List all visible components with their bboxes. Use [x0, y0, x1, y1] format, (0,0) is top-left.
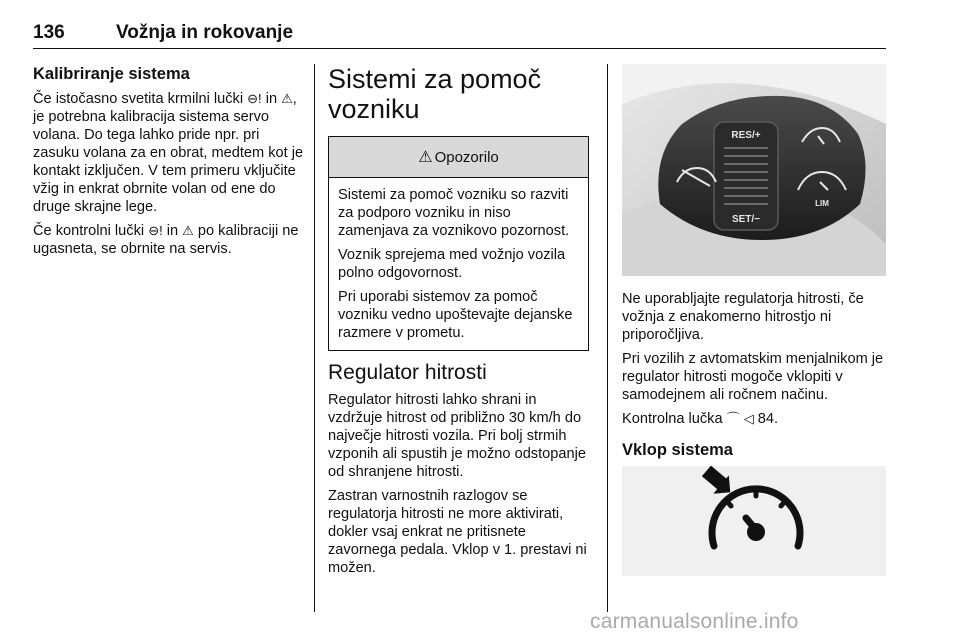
warning-paragraph: Voznik sprejema med vožnjo vozila polno odgovornost. — [338, 247, 566, 281]
steering-warning-icon: ⊖! — [148, 223, 163, 238]
cruise-control-steering-wheel-image — [622, 64, 886, 276]
set-label: SET/− — [731, 214, 761, 225]
column-divider — [607, 64, 608, 612]
page-header — [33, 22, 886, 49]
cruise-control-button-image — [622, 466, 886, 576]
paragraph: Ne uporabljajte regulatorja hitrosti, če vožnja z enakomerno hitrostjo ni priporočljiva. — [622, 291, 864, 343]
section-title: Sistemi za pomoč vozniku — [328, 64, 542, 124]
paragraph: Če kontrolni lučki ⊖! in ⚠ po kalibraciji ne ugasneta, se obrnite na servis. — [33, 223, 299, 257]
warning-triangle-icon: ⚠ — [418, 149, 433, 166]
steering-warning-icon: ⊖! — [247, 91, 262, 106]
cruise-control-lamp-icon: ⌒ — [726, 411, 740, 426]
warning-paragraph: Pri uporabi sistemov za pomoč vozniku vedno upoštevajte dejanske razmere v prometu. — [338, 289, 573, 341]
column-3 — [622, 64, 886, 576]
column-2 — [328, 64, 591, 583]
paragraph: Zastran varnostnih razlogov se regulatorja hitrosti ne more aktivirati, dokler vsaj enkrat ne pritisnete zavornega pedala. Vklop v 1. prestavi ni možen. — [328, 488, 587, 576]
res-label: RES/+ — [731, 130, 761, 141]
warning-paragraph: Sistemi za pomoč vozniku so razviti za podporo vozniku in niso zamenjava za voznikovo pozornost. — [338, 187, 570, 239]
cross-reference: Kontrolna lučka ⌒ ◁ 84. — [622, 411, 779, 427]
warning-title: Opozorilo — [434, 148, 499, 166]
warning-header — [329, 137, 588, 178]
warning-body — [329, 178, 588, 350]
subsection-heading: Vklop sistema — [622, 441, 733, 459]
warning-box — [328, 136, 589, 351]
chapter-title: Vožnja in rokovanje — [116, 22, 294, 43]
page-reference-icon: ◁ — [743, 411, 754, 426]
column-divider — [314, 64, 315, 612]
subsection-heading: Regulator hitrosti — [328, 361, 487, 384]
service-warning-icon: ⚠ — [281, 91, 293, 106]
watermark: carmanualsonline.info — [590, 610, 799, 633]
paragraph: Če istočasno svetita krmilni lučki ⊖! in ⚠, je potrebna kalibracija sistema servo volana. Do tega lahko pride npr. pri zasuku volana za en obrat, medtem kot je kontakt izključen. V tem primeru vključite vžig in enkrat obrnite volan od ene do druge skrajne lege. — [33, 91, 304, 215]
page-number: 136 — [33, 22, 65, 43]
service-warning-icon: ⚠ — [182, 223, 194, 238]
paragraph: Pri vozilih z avtomatskim menjalnikom je regulator hitrosti mogoče vklopiti v samodejnem ali ročnem načinu. — [622, 351, 884, 403]
paragraph: Regulator hitrosti lahko shrani in vzdržuje hitrost od približno 30 km/h do največje hitrosti vozila. Pri bolj strmih vzponih ali spustih je možno odstopanje od shranjene hitrosti. — [328, 392, 586, 480]
section-heading: Kalibriranje sistema — [33, 65, 190, 83]
column-1 — [33, 64, 305, 264]
lim-label: LIM — [815, 199, 829, 208]
